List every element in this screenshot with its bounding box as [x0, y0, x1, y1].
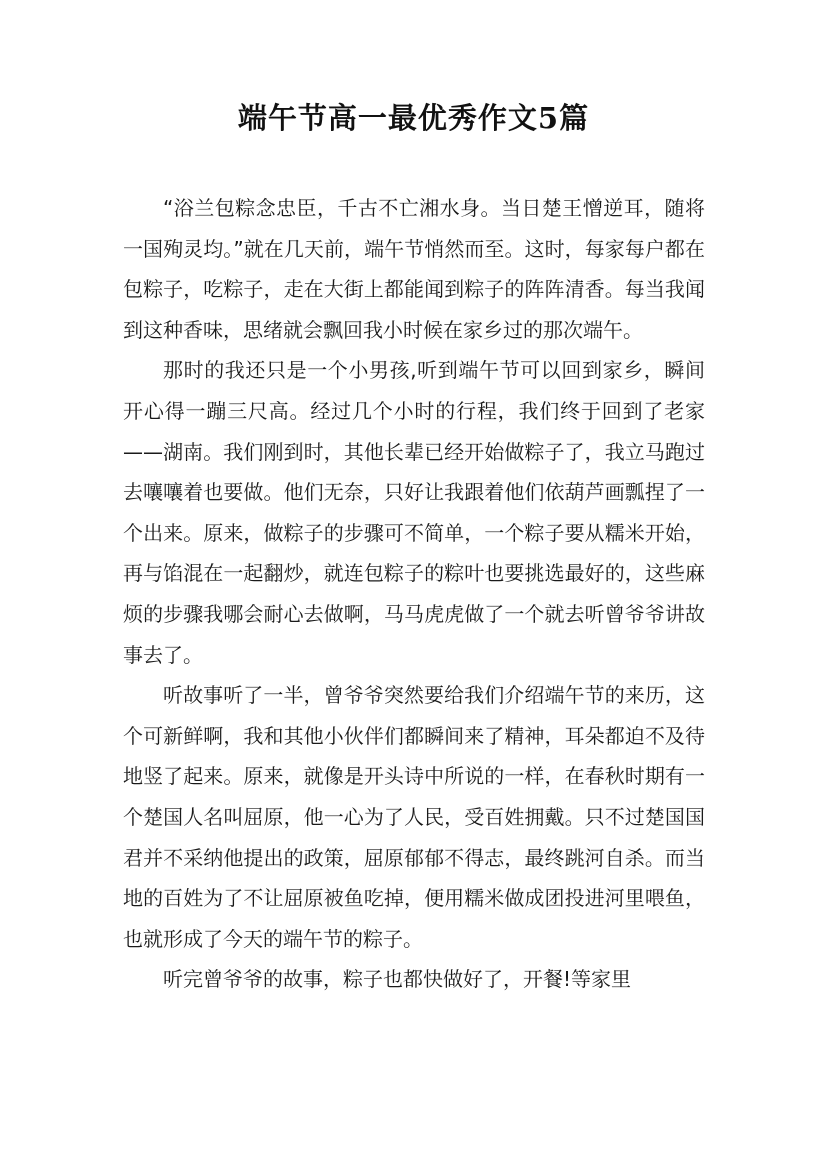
document-body [123, 188, 705, 1000]
document-title: 端午节高一最优秀作文5篇 [237, 101, 590, 135]
paragraph-2: 那时的我还只是一个小男孩,听到端午节可以回到家乡，瞬间开心得一蹦三尺高。经过几个小时的行程，我们终于回到了老家——湖南。我们刚到时，其他长辈已经开始做粽子了，我立马跑过去嚷嚷着也要做。他们无奈，只好让我跟着他们依葫芦画瓢捏了一个出来。原来，做粽子的步骤可不简单，一个粽子要从糯米开始，再与馅混在一起翻炒，就连包粽子的粽叶也要挑选最好的，这些麻烦的步骤我哪会耐心去做啊，马马虎虎做了一个就去听曾爷爷讲故事去了。 [123, 358, 705, 667]
paragraph-4: 听完曾爷爷的故事，粽子也都快做好了，开餐!等家里 [163, 967, 632, 992]
paragraph-1: “浴兰包粽念忠臣，千古不亡湘水身。当日楚王憎逆耳，随将一国殉灵均。”就在几天前，端午节悄然而至。这时，每家每户都在包粽子，吃粽子，走在大街上都能闻到粽子的阵阵清香。每当我闻到这种香味，思绪就会飘回我小时候在家乡过的那次端午。 [123, 196, 705, 342]
paragraph-3: 听故事听了一半，曾爷爷突然要给我们介绍端午节的来历，这个可新鲜啊，我和其他小伙伴们都瞬间来了精神，耳朵都迫不及待地竖了起来。原来，就像是开头诗中所说的一样，在春秋时期有一个楚国人名叫屈原，他一心为了人民，受百姓拥戴。只不过楚国国君并不采纳他提出的政策，屈原郁郁不得志，最终跳河自杀。而当地的百姓为了不让屈原被鱼吃掉，便用糯米做成团投进河里喂鱼，也就形成了今天的端午节的粽子。 [123, 683, 705, 951]
